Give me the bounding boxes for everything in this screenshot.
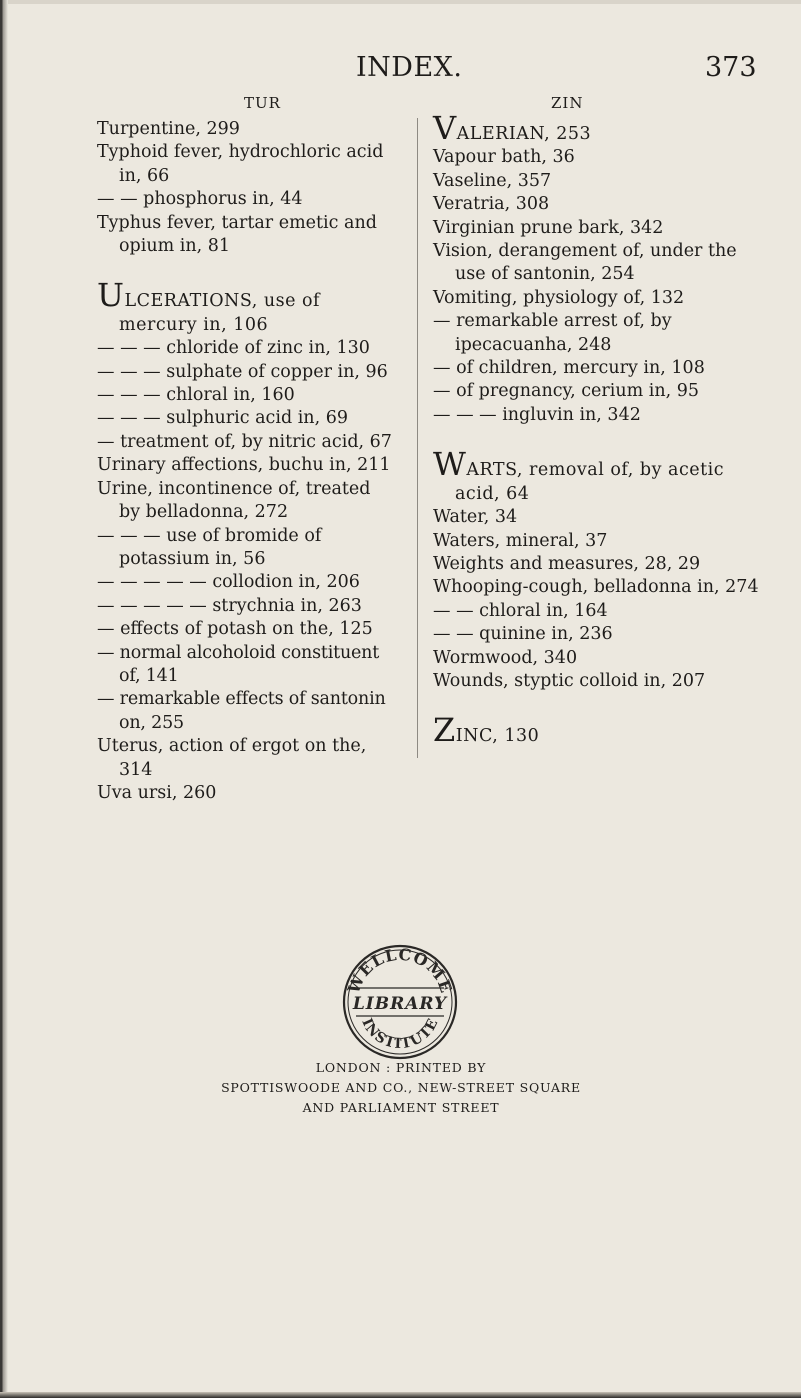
index-entry-section-z bbox=[433, 711, 761, 750]
drop-initial-u: U bbox=[97, 276, 125, 315]
printer-imprint-line-2: SPOTTISWOODE AND CO., NEW-STREET SQUARE bbox=[221, 1080, 581, 1095]
index-entry: — — — sulphuric acid in, 69 bbox=[97, 408, 348, 429]
index-column-right bbox=[433, 109, 761, 750]
index-entry: Wormwood, 340 bbox=[433, 647, 578, 668]
index-entry: — — phosphorus in, 44 bbox=[97, 189, 303, 210]
index-entry-section-v bbox=[433, 109, 761, 147]
index-entry: — remarkable arrest of, by ipecacuanha, 248 bbox=[433, 311, 672, 355]
library-stamp-icon bbox=[340, 942, 460, 1062]
index-entry: — — — — — strychnia in, 263 bbox=[97, 595, 362, 616]
stamp-bottom-text: INSTITUTE bbox=[358, 1015, 442, 1053]
drop-initial-w: W bbox=[433, 445, 467, 484]
drop-initial-z: Z bbox=[433, 711, 456, 750]
index-entry: Waters, mineral, 37 bbox=[433, 530, 608, 551]
stamp-top-text: WELLCOME bbox=[343, 944, 457, 997]
index-entry: Wounds, styptic colloid in, 207 bbox=[433, 670, 706, 691]
section-gap bbox=[433, 693, 761, 720]
index-entry: — treatment of, by nitric acid, 67 bbox=[97, 431, 392, 452]
index-entry: Uva ursi, 260 bbox=[97, 782, 217, 803]
index-entry: Vomiting, physiology of, 132 bbox=[433, 287, 685, 308]
printer-imprint-line-1: LONDON : PRINTED BY bbox=[315, 1060, 487, 1075]
index-entry-text: LCERATIONS, use of mercury in, 106 bbox=[119, 291, 321, 335]
guide-word-right: ZIN bbox=[551, 94, 584, 112]
index-entry: — effects of potash on the, 125 bbox=[97, 619, 373, 640]
index-column-left bbox=[97, 118, 395, 805]
index-entry: Vapour bath, 36 bbox=[433, 147, 575, 168]
index-entry: Whooping-cough, belladonna in, 274 bbox=[433, 577, 759, 598]
section-gap bbox=[433, 427, 761, 454]
index-entry: — normal alcoholoid constituent of, 141 bbox=[97, 642, 380, 686]
index-entry: Urine, incontinence of, treated by belladonna, 272 bbox=[97, 478, 371, 523]
index-entry: — — — sulphate of copper in, 96 bbox=[97, 361, 388, 382]
index-entry: — — — chloride of zinc in, 130 bbox=[97, 338, 370, 359]
index-entry: — — — use of bromide of potassium in, 56 bbox=[97, 525, 322, 569]
index-entry: Virginian prune bark, 342 bbox=[433, 217, 664, 238]
index-entry-section-w bbox=[433, 445, 761, 506]
section-gap bbox=[97, 258, 395, 285]
drop-initial-v: V bbox=[433, 109, 457, 147]
running-head-title: INDEX. bbox=[356, 52, 463, 83]
page-number: 373 bbox=[705, 52, 757, 83]
page-top-edge bbox=[0, 0, 801, 4]
svg-text:INSTITUTE bbox=[358, 1016, 441, 1053]
printer-imprint-line-3: AND PARLIAMENT STREET bbox=[302, 1100, 500, 1115]
index-entry: Typhus fever, tartar emetic and opium in, 81 bbox=[97, 212, 377, 257]
column-rule bbox=[417, 118, 418, 758]
index-entry: — of pregnancy, cerium in, 95 bbox=[433, 381, 700, 402]
index-entry: — — — chloral in, 160 bbox=[97, 385, 295, 406]
index-entry: Uterus, action of ergot on the, 314 bbox=[97, 736, 367, 780]
index-entry-text: ALERIAN, 253 bbox=[456, 124, 592, 144]
index-entry: — of children, mercury in, 108 bbox=[433, 358, 705, 379]
index-entry: — — — — — collodion in, 206 bbox=[97, 572, 360, 593]
index-entry-section-u bbox=[97, 276, 395, 337]
index-entry: Weights and measures, 28, 29 bbox=[433, 553, 701, 574]
index-entry: — remarkable effects of santonin on, 255 bbox=[97, 689, 386, 733]
page-binding-edge bbox=[0, 0, 8, 1398]
index-entry: Vision, derangement of, under the use of santonin, 254 bbox=[433, 241, 737, 285]
stamp-center-text: LIBRARY bbox=[352, 994, 448, 1014]
index-entry: Typhoid fever, hydrochloric acid in, 66 bbox=[97, 142, 384, 186]
index-entry: — — — ingluvin in, 342 bbox=[433, 404, 641, 425]
index-entry-text: ARTS, removal of, by acetic acid, 64 bbox=[455, 460, 725, 504]
index-entry: Veratria, 308 bbox=[433, 194, 550, 215]
guide-word-left: TUR bbox=[244, 94, 281, 112]
index-entry: — — chloral in, 164 bbox=[433, 600, 608, 621]
index-entry: Turpentine, 299 bbox=[97, 119, 240, 139]
page-bottom-edge bbox=[0, 1392, 801, 1398]
index-entry: Vaseline, 357 bbox=[433, 170, 552, 191]
svg-text:WELLCOME bbox=[343, 945, 456, 997]
index-entry: — — quinine in, 236 bbox=[433, 624, 613, 645]
index-entry: Urinary affections, buchu in, 211 bbox=[97, 455, 391, 476]
index-entry-text: INC, 130 bbox=[455, 726, 540, 747]
index-entry: Water, 34 bbox=[433, 507, 518, 528]
